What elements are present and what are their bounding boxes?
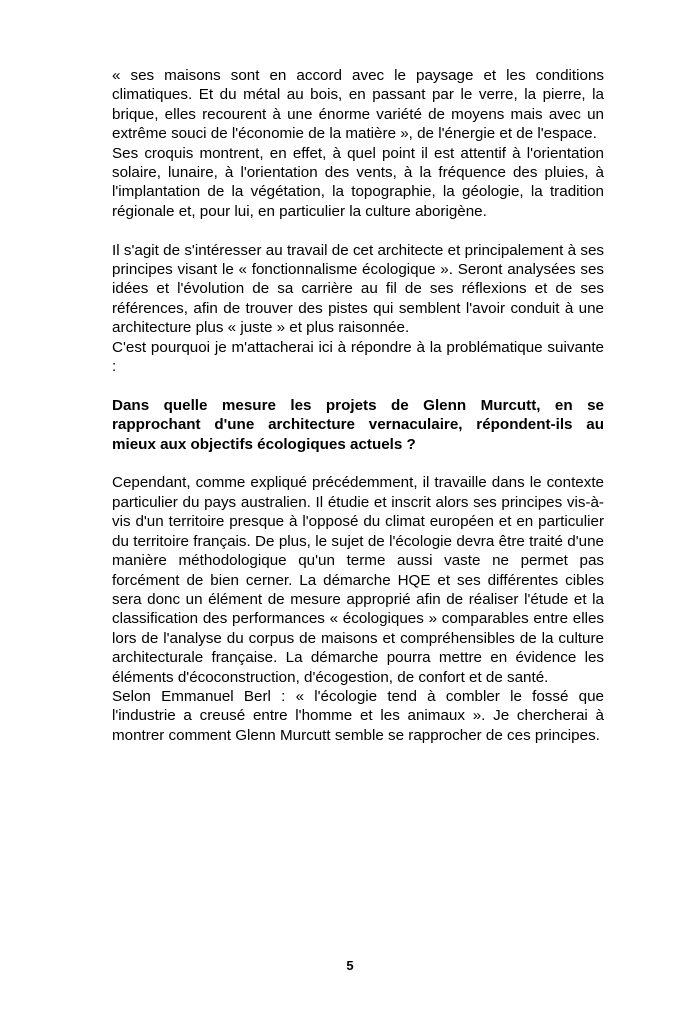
paragraph-quote-murcutt-houses: « ses maisons sont en accord avec le paysage et les conditions climatiques. Et du métal au bois, en passant par le verre, la pierre, la brique, elles recourent à une énorme variété de moyens mais avec un extrême souci de l'économie de la matière », de l'énergie et de l'espace. [112, 67, 604, 143]
paragraph-spacer [112, 221, 604, 240]
paragraph-study-objective: Il s'agit de s'intéresser au travail de cet architecte et principalement à ses principes visant le « fonctionnalisme écologique ». Seront analysées ses idées et l'évolution de sa carrière au fil de ses réflexions et de ses références, afin de trouver des pistes qui semblent l'avoir conduit à une architecture plus « juste » et plus raisonnée. [112, 241, 604, 337]
paragraph-context-hqe: Cependant, comme expliqué précédemment, il travaille dans le contexte particulier du pays australien. Il étudie et inscrit alors ses principes vis-à-vis d'un territoire presque à l'opposé du climat européen et en particulier du territoire français. De plus, le sujet de l'écologie devra être traité d'une manière méthodologique qu'un terme aussi vaste ne permet pas forcément de bien cerner. La démarche HQE et ses différentes cibles sera donc un élément de mesure approprié afin de réaliser l'étude et la classification des performances « écologiques » comparables entre elles lors de l'analyse du corpus de maisons et compréhensibles de la culture architecturale française. La démarche pourra mettre en évidence les éléments d'écoconstruction, d'écogestion, de confort et de santé. [112, 474, 604, 686]
paragraph-berl-quote: Selon Emmanuel Berl : « l'écologie tend à combler le fossé que l'industrie a creusé entre l'homme et les animaux ». Je chercherai à montrer comment Glenn Murcutt semble se rapprocher de ces principes. [112, 687, 604, 744]
paragraph-spacer [112, 376, 604, 395]
paragraph-sketches-orientation: Ses croquis montrent, en effet, à quel point il est attentif à l'orientation solaire, lunaire, à l'orientation des vents, à la fréquence des pluies, à l'implantation de la végétation, la topographie, la géologie, la tradition régionale et, pour lui, en particulier la culture aborigène. [112, 144, 604, 220]
document-body [112, 66, 604, 745]
paragraph-problematic-intro: C'est pourquoi je m'attacherai ici à répondre à la problématique suivante : [112, 338, 604, 376]
page-number: 5 [346, 958, 354, 973]
research-question: Dans quelle mesure les projets de Glenn Murcutt, en se rapprochant d'une architecture vernaculaire, répondent-ils au mieux aux objectifs écologiques actuels ? [112, 396, 604, 453]
paragraph-spacer [112, 454, 604, 473]
